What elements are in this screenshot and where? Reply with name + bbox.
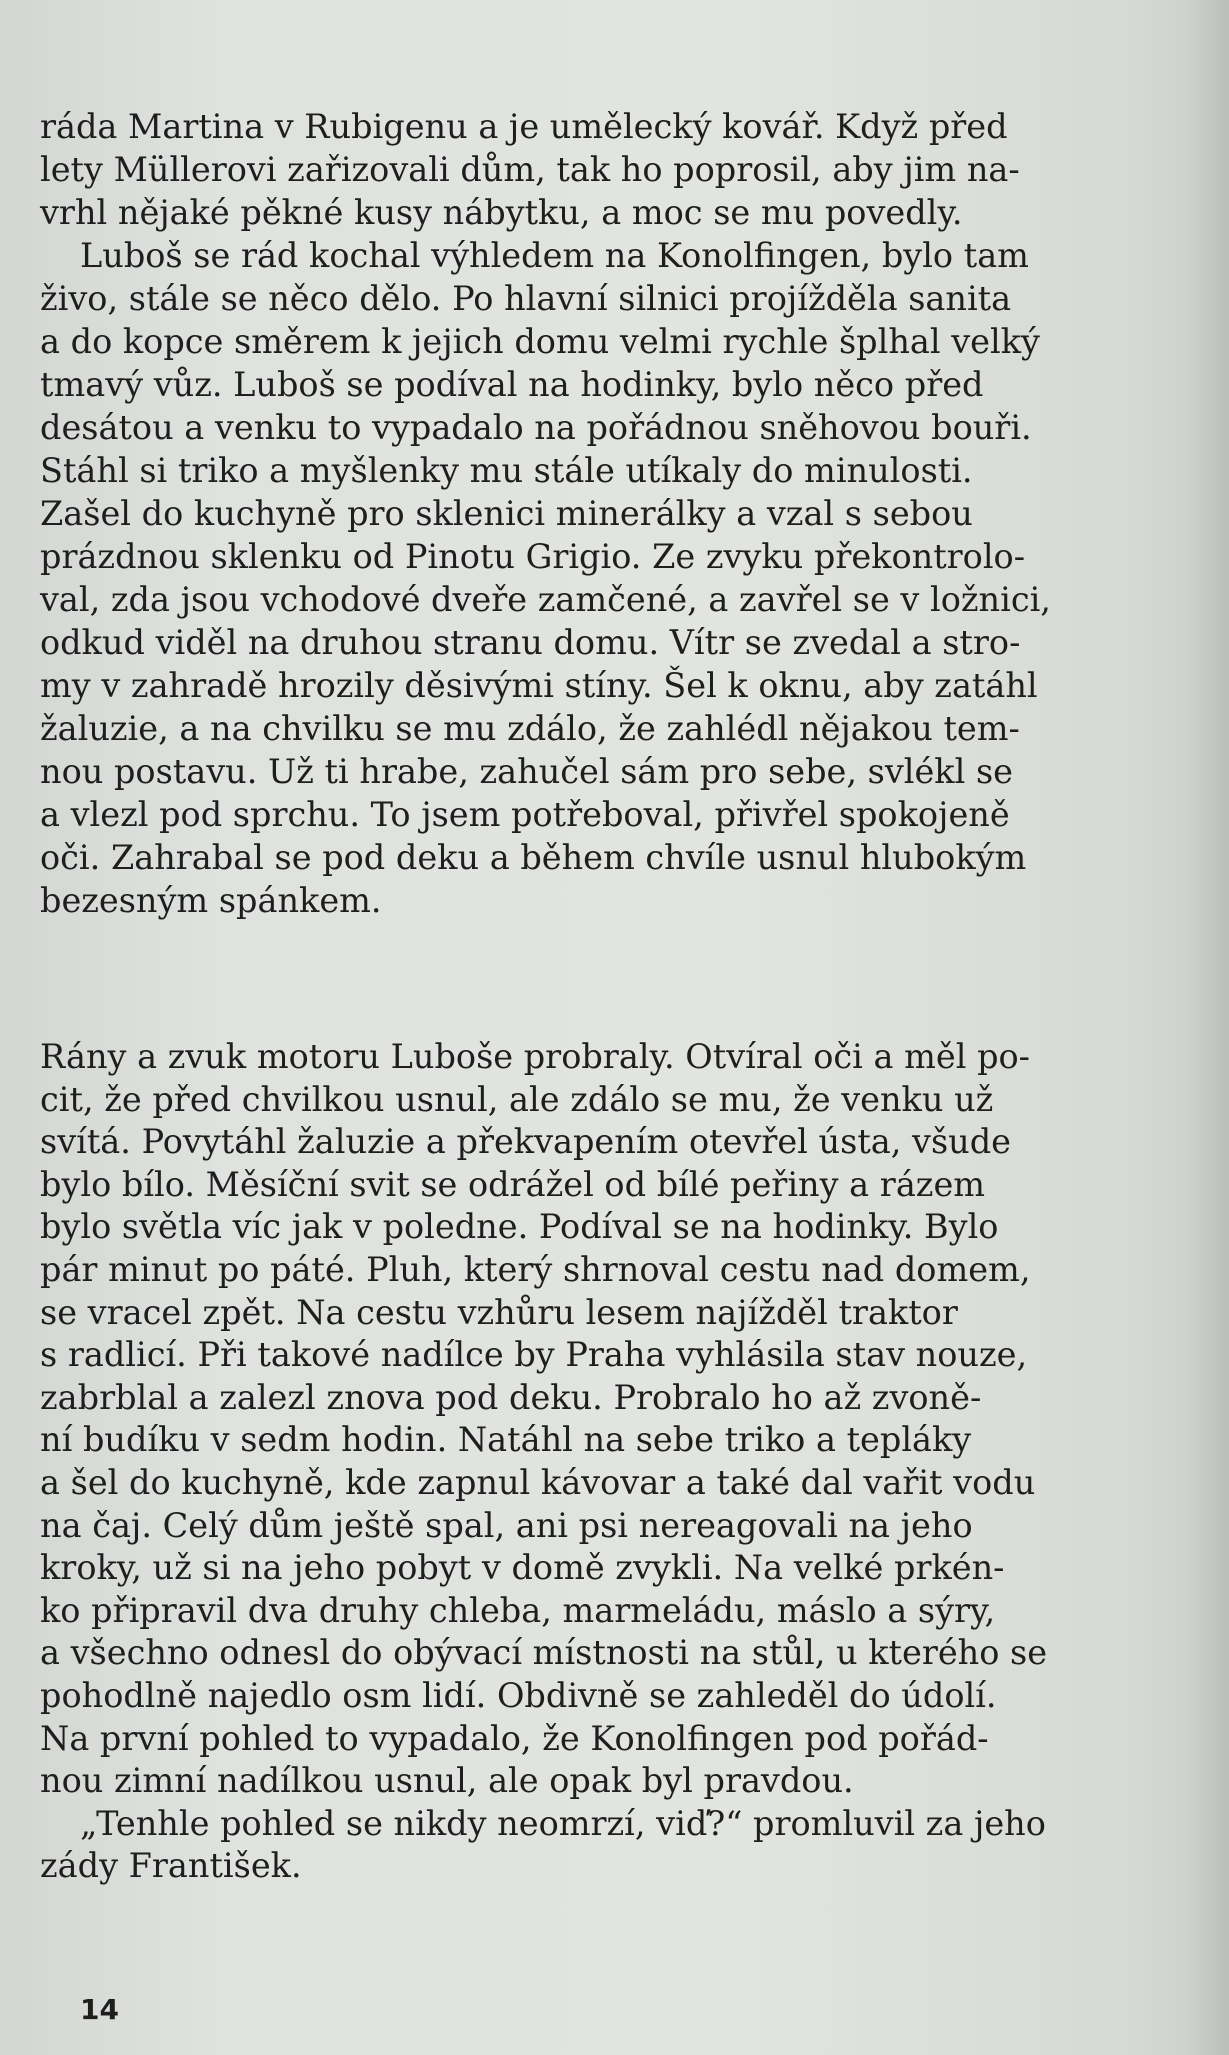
text-line: my v zahradě hrozily děsivými stíny. Šel k oknu, aby zatáhl [40, 666, 1038, 705]
text-line: odkud viděl na druhou stranu domu. Vítr se zvedal a stro- [40, 623, 1021, 662]
text-line: na čaj. Celý dům ještě spal, ani psi nereagovali na jeho [40, 1505, 973, 1545]
text-line: a všechno odnesl do obývací místnosti na stůl, u kterého se [40, 1633, 1048, 1673]
text-line: pohodlně najedlo osm lidí. Obdivně se zahleděl do údolí. [40, 1675, 997, 1715]
text-line: Na první pohled to vypadalo, že Konolfingen pod pořád- [40, 1718, 989, 1758]
text-line: cit, že před chvilkou usnul, ale zdálo se mu, že venku už [40, 1079, 994, 1119]
text-line: Luboš se rád kochal výhledem na Konolfingen, bylo tam [80, 236, 1029, 275]
text-line: Rány a zvuk motoru Luboše probraly. Otvíral oči a měl po- [40, 1037, 1031, 1076]
text-line: zabrblal a zalezl znova pod deku. Probralo ho až zvoně- [40, 1377, 982, 1417]
text-section-2 [40, 1036, 1140, 1888]
text-line: se vracel zpět. Na cestu vzhůru lesem najížděl traktor [40, 1292, 958, 1332]
text-line: a do kopce směrem k jejich domu velmi rychle šplhal velký [40, 322, 1040, 361]
text-line: „Tenhle pohled se nikdy neomrzí, viď?“ promluvil za jeho [80, 1803, 1046, 1843]
text-line: tmavý vůz. Luboš se podíval na hodinky, bylo něco před [40, 365, 984, 404]
text-line: a šel do kuchyně, kde zapnul kávovar a také dal vařit vodu [40, 1462, 1036, 1502]
text-line: nou zimní nadílkou usnul, ale opak byl pravdou. [40, 1761, 854, 1801]
text-line: a vlezl pod sprchu. To jsem potřeboval, přivřel spokojeně [40, 795, 1010, 834]
text-line: bylo světla víc jak v poledne. Podíval se na hodinky. Bylo [40, 1207, 999, 1247]
text-line: oči. Zahrabal se pod deku a během chvíle usnul hlubokým [40, 838, 1027, 877]
text-line: pár minut po páté. Pluh, který shrnoval cestu nad domem, [40, 1249, 1031, 1289]
text-line: žaluzie, a na chvilku se mu zdálo, že zahlédl nějakou tem- [40, 709, 1020, 748]
text-line: lety Müllerovi zařizovali dům, tak ho poprosil, aby jim na- [40, 150, 1020, 189]
paragraph-3 [40, 1036, 1140, 1803]
text-line: zády František. [40, 1846, 302, 1886]
text-line: desátou a venku to vypadalo na pořádnou sněhovou bouři. [40, 408, 1032, 447]
text-line: val, zda jsou vchodové dveře zamčené, a zavřel se v ložnici, [40, 580, 1051, 619]
text-line: prázdnou sklenku od Pinotu Grigio. Ze zvyku překontrolo- [40, 537, 1026, 576]
text-line: živo, stále se něco dělo. Po hlavní silnici projížděla sanita [40, 279, 1012, 318]
paragraph-1 [40, 105, 1140, 234]
text-section-1 [40, 105, 1140, 965]
text-line: nou postavu. Už ti hrabe, zahučel sám pro sebe, svlékl se [40, 752, 1013, 791]
text-line: ní budíku v sedm hodin. Natáhl na sebe triko a tepláky [40, 1420, 972, 1460]
text-line: kroky, už si na jeho pobyt v domě zvykli. Na velké prkén- [40, 1548, 1005, 1588]
page-number: 14 [80, 1993, 119, 2026]
text-line: bylo bílo. Měsíční svit se odrážel od bílé peřiny a rázem [40, 1164, 986, 1204]
text-line: vrhl nějaké pěkné kusy nábytku, a moc se mu povedly. [40, 193, 963, 232]
text-line: Zašel do kuchyně pro sklenici minerálky a vzal s sebou [40, 494, 973, 533]
text-line: bezesným spánkem. [40, 881, 382, 920]
paragraph-4 [40, 1803, 1140, 1888]
paragraph-2 [40, 234, 1140, 965]
text-line [40, 922, 1140, 965]
text-line: svítá. Povytáhl žaluzie a překvapením otevřel ústa, všude [40, 1122, 1012, 1162]
text-line: ráda Martina v Rubigenu a je umělecký kovář. Když před [40, 107, 1008, 146]
text-line: s radlicí. Při takové nadílce by Praha vyhlásila stav nouze, [40, 1335, 1028, 1375]
page-edge-shadow [1189, 0, 1229, 2055]
text-line: ko připravil dva druhy chleba, marmeládu, máslo a sýry, [40, 1590, 996, 1630]
text-line: Stáhl si triko a myšlenky mu stále utíkaly do minulosti. [40, 451, 973, 490]
